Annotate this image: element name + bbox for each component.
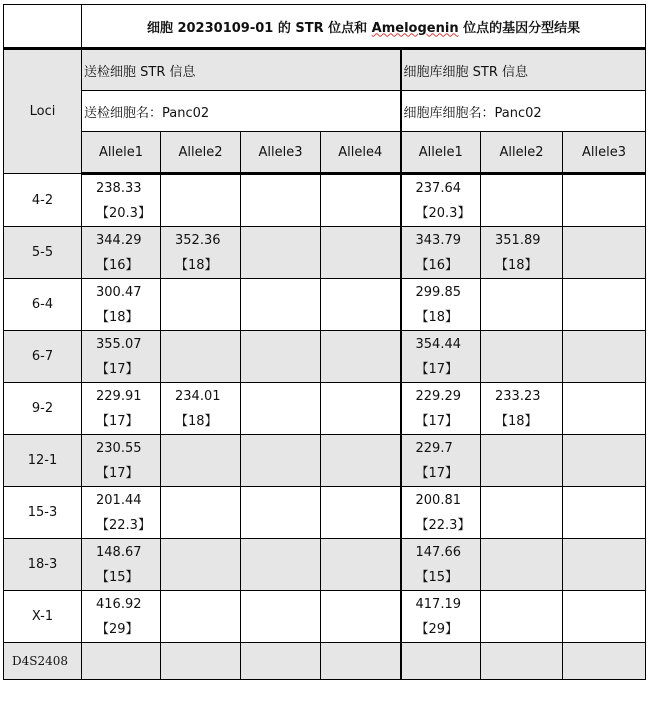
library-allele-cell: [563, 539, 646, 591]
sample-allele-cell: [161, 539, 241, 591]
allele-call: 【18】: [175, 257, 218, 273]
allele-call: 【18】: [495, 413, 538, 429]
locus-name: 4-2: [4, 174, 82, 227]
sample-allele-cell: [161, 487, 241, 539]
sample-allele-cell: [321, 331, 401, 383]
allele-call: 【29】: [96, 621, 139, 637]
allele-size: 233.23: [495, 388, 541, 404]
sample-allele-cell: [241, 279, 321, 331]
sample-allele-cell: [321, 383, 401, 435]
library-group-header: 细胞库细胞 STR 信息: [401, 49, 646, 91]
sample-allele-cell: [241, 435, 321, 487]
table-row: [4, 591, 646, 643]
locus-name: 5-5: [4, 227, 82, 279]
sample-allele-cell: [82, 279, 161, 331]
library-allele-cell: [401, 539, 481, 591]
sample-allele-cell: [321, 487, 401, 539]
library-allele3-header: Allele3: [563, 132, 646, 174]
sample-allele-cell: [161, 227, 241, 279]
allele-size: 352.36: [175, 232, 221, 248]
sample-allele-cell: [82, 539, 161, 591]
empty-cell: [481, 643, 563, 680]
empty-cell: [321, 643, 401, 680]
empty-cell: [82, 643, 161, 680]
group-header-row: [4, 49, 646, 91]
allele-size: 238.33: [96, 180, 142, 196]
library-allele-cell: [563, 279, 646, 331]
library-allele-cell: [481, 435, 563, 487]
allele-size: 229.91: [96, 388, 142, 404]
library-allele-cell: [481, 331, 563, 383]
allele-call: 【16】: [415, 257, 459, 273]
sample-allele-cell: [161, 279, 241, 331]
library-allele-cell: [401, 487, 481, 539]
table-row: [4, 539, 646, 591]
empty-cell: [563, 643, 646, 680]
allele-size: 234.01: [175, 388, 221, 404]
title-prefix: 细胞 20230109-01 的 STR 位点和: [146, 20, 372, 36]
title-suffix: 位点的基因分型结果: [458, 20, 581, 36]
sample-allele-cell: [82, 435, 161, 487]
empty-cell: [401, 643, 481, 680]
loci-header: Loci: [4, 49, 82, 174]
library-allele-cell: [401, 227, 481, 279]
library-allele-cell: [563, 383, 646, 435]
table-row: [4, 487, 646, 539]
allele-call: 【16】: [96, 257, 139, 273]
sample-allele-cell: [161, 383, 241, 435]
sample-allele-cell: [82, 591, 161, 643]
allele-size: 229.7: [415, 440, 453, 456]
library-allele-cell: [481, 227, 563, 279]
locus-name: X-1: [4, 591, 82, 643]
sample-allele-cell: [321, 435, 401, 487]
allele-call: 【20.3】: [96, 205, 151, 221]
sample-allele-cell: [161, 174, 241, 227]
library-allele1-header: Allele1: [401, 132, 481, 174]
locus-name: 6-4: [4, 279, 82, 331]
library-allele-cell: [563, 174, 646, 227]
locus-name: 18-3: [4, 539, 82, 591]
allele-size: 355.07: [96, 336, 142, 352]
sample-allele-cell: [161, 331, 241, 383]
allele-call: 【22.3】: [96, 517, 151, 533]
allele-call: 【29】: [415, 621, 459, 637]
library-allele-cell: [481, 487, 563, 539]
allele-size: 354.44: [415, 336, 461, 352]
sample-allele-cell: [82, 383, 161, 435]
sample-allele3-header: Allele3: [241, 132, 321, 174]
sample-allele-cell: [82, 174, 161, 227]
sample-group-header: 送检细胞 STR 信息: [82, 49, 401, 91]
sample-allele-cell: [161, 435, 241, 487]
allele-size: 201.44: [96, 492, 142, 508]
table-row: [4, 435, 646, 487]
sample-allele-cell: [241, 331, 321, 383]
library-allele-cell: [563, 435, 646, 487]
library-allele2-header: Allele2: [481, 132, 563, 174]
allele-call: 【18】: [495, 257, 538, 273]
allele-call: 【18】: [175, 413, 218, 429]
sample-allele-cell: [321, 279, 401, 331]
empty-cell: [241, 643, 321, 680]
sample-allele-cell: [321, 591, 401, 643]
sample-allele-cell: [82, 331, 161, 383]
locus-name: 15-3: [4, 487, 82, 539]
table-row: [4, 643, 646, 680]
title-amelogenin: Amelogenin: [371, 20, 459, 36]
table-row: [4, 227, 646, 279]
library-allele-cell: [481, 279, 563, 331]
library-allele-cell: [401, 279, 481, 331]
title-spacer: [4, 5, 82, 49]
allele-size: 344.29: [96, 232, 142, 248]
sample-allele-cell: [241, 539, 321, 591]
sample-name: 送检细胞名：Panc02: [82, 91, 401, 132]
sample-allele2-header: Allele2: [161, 132, 241, 174]
locus-name: 12-1: [4, 435, 82, 487]
str-table: [3, 4, 646, 680]
sample-allele4-header: Allele4: [321, 132, 401, 174]
library-allele-cell: [401, 383, 481, 435]
library-allele-cell: [401, 591, 481, 643]
allele-call: 【17】: [415, 361, 459, 377]
sample-allele-cell: [321, 227, 401, 279]
allele-size: 300.47: [96, 284, 142, 300]
sample-allele-cell: [241, 383, 321, 435]
library-allele-cell: [563, 591, 646, 643]
allele-call: 【17】: [415, 413, 459, 429]
sample-allele-cell: [82, 227, 161, 279]
sample-allele-cell: [241, 174, 321, 227]
table-row: [4, 174, 646, 227]
allele-size: 417.19: [415, 596, 461, 612]
allele-size: 147.66: [415, 544, 461, 560]
table-row: [4, 383, 646, 435]
library-allele-cell: [481, 539, 563, 591]
allele-size: 416.92: [96, 596, 142, 612]
allele-call: 【17】: [415, 465, 459, 481]
allele-size: 237.64: [415, 180, 461, 196]
table-row: [4, 331, 646, 383]
allele-call: 【20.3】: [415, 205, 471, 221]
sample-allele-cell: [241, 487, 321, 539]
library-name: 细胞库细胞名：Panc02: [401, 91, 646, 132]
sample-allele-cell: [321, 539, 401, 591]
library-allele-cell: [401, 174, 481, 227]
allele-size: 229.29: [415, 388, 461, 404]
locus-name: D4S2408: [4, 643, 82, 680]
allele-size: 200.81: [415, 492, 461, 508]
allele-call: 【18】: [415, 309, 459, 325]
allele-call: 【18】: [96, 309, 139, 325]
table-row: [4, 279, 646, 331]
allele-size: 351.89: [495, 232, 541, 248]
table-title: [82, 5, 646, 49]
allele-call: 【17】: [96, 361, 139, 377]
sample-allele1-header: Allele1: [82, 132, 161, 174]
allele-call: 【15】: [415, 569, 459, 585]
allele-size: 343.79: [415, 232, 461, 248]
library-allele-cell: [481, 383, 563, 435]
title-row: [4, 5, 646, 49]
name-header-row: [4, 91, 646, 132]
sample-allele-cell: [241, 227, 321, 279]
library-allele-cell: [481, 591, 563, 643]
sample-allele-cell: [321, 174, 401, 227]
allele-size: 148.67: [96, 544, 142, 560]
allele-call: 【22.3】: [415, 517, 471, 533]
library-allele-cell: [481, 174, 563, 227]
locus-name: 6-7: [4, 331, 82, 383]
allele-size: 230.55: [96, 440, 142, 456]
sample-allele-cell: [161, 591, 241, 643]
locus-name: 9-2: [4, 383, 82, 435]
sample-allele-cell: [241, 591, 321, 643]
library-allele-cell: [563, 227, 646, 279]
allele-size: 299.85: [415, 284, 461, 300]
library-allele-cell: [401, 331, 481, 383]
library-allele-cell: [401, 435, 481, 487]
allele-call: 【15】: [96, 569, 139, 585]
allele-call: 【17】: [96, 465, 139, 481]
library-allele-cell: [563, 487, 646, 539]
sample-allele-cell: [82, 487, 161, 539]
empty-cell: [161, 643, 241, 680]
column-header-row: [4, 132, 646, 174]
allele-call: 【17】: [96, 413, 139, 429]
library-allele-cell: [563, 331, 646, 383]
